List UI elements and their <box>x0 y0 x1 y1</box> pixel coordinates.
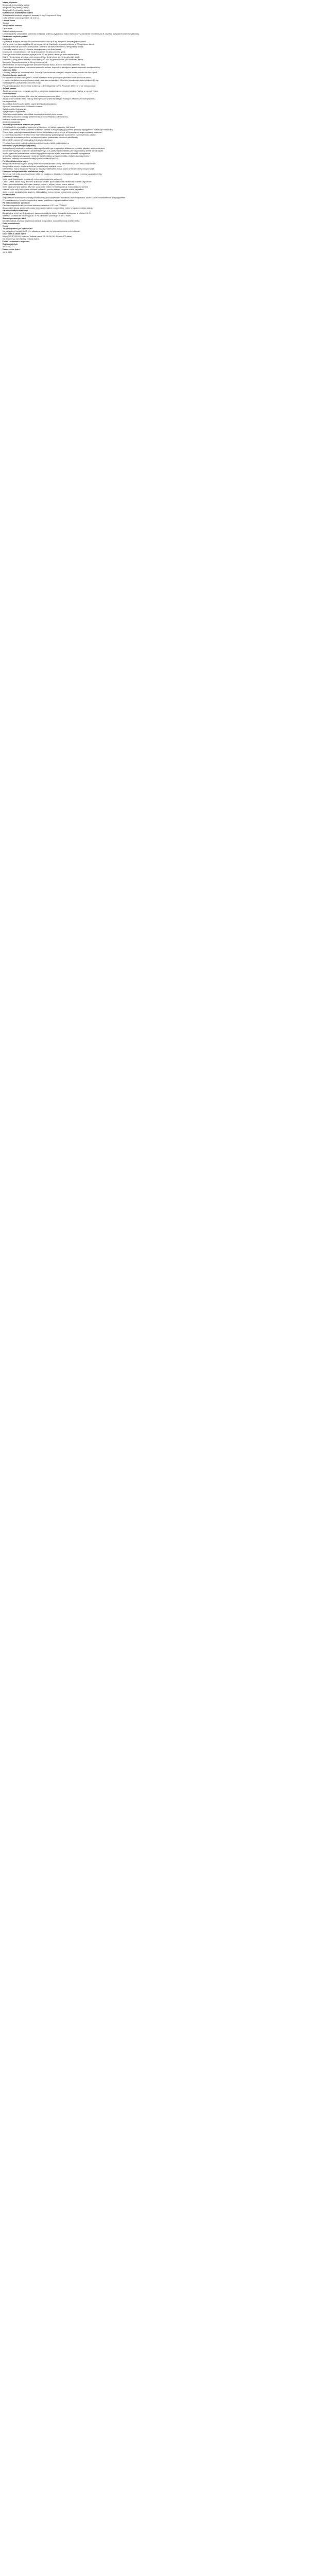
text-line: Farmakoterapeutická skupina: beta-blokátory, selektivní. ATC kód: C07AB07. <box>3 204 67 207</box>
text-line: Velmi vzácné: konjunktivitida, alopecie; betablokátory mohou vyvolat nebo zhoršit psoriázu. <box>3 191 79 194</box>
text-line: Vzácné: noční můry, halucinace, snížená tvorba slz, poruchy sluchu, alergická rinitida, hepatitida. <box>3 189 84 191</box>
text-line: Porucha funkce ledvin nebo jater: U mírné až středně těžké poruchy obvykle není nutné upravovat dávku. <box>3 77 92 79</box>
text-line: AV blokáda druhého nebo třetího stupně (bez kardiostimulátoru). <box>3 103 57 105</box>
text-line: Bisoprolol se téměř úplně absorbuje z gastrointestinálního traktu. Biologická dostupnost je přibližně 90 %. <box>3 212 91 214</box>
text-line: Následně 7,5 mg jednou denně po dobu čtyř týdnů a 10 mg jednou denně jako udržovací dávka. <box>3 59 84 61</box>
text-line: Bisoprolol se nemá v těhotenství užívat, pokud to není nezbytně nutné. <box>3 165 62 167</box>
section-heading: Seznam pomocných látek <box>3 217 26 219</box>
text-line: Kombinace vyžadující opatrnost: antiarytmika třídy I a III, parasympatomimetika, jiné betablokátory včetně očních kapek. <box>3 149 104 152</box>
section-heading: Název přípravku <box>3 2 18 4</box>
section-heading: Způsob podání <box>3 87 16 90</box>
text-line: Nejčastějšími očekávanými příznaky předávkování jsou bradykardie, hypotenze, bronchospasmus, akutní srdeční nedostatečnost a hypoglykemie. <box>3 196 126 199</box>
section-heading: Datum revize textu <box>3 248 20 251</box>
text-line: Bisoprolol 10 mg tablety, tablety <box>3 4 29 7</box>
text-line: Dále 3,75 mg jednou denně po dobu jednoho týdne, 5 mg jednou denně po dobu čtyř týdnů. <box>3 56 80 58</box>
text-line: Vazba na plazmatické bílkoviny je asi 30 %. Eliminační poločas je 10 až 12 hodin. <box>3 214 72 217</box>
text-line: Syndrom nemocného sinu, sinoatriální blokáda. <box>3 105 43 108</box>
text-line: Hypertenze a angina pectoris: Doporučená úvodní dávka je 5 mg bisoprololi fumaras jednou denně. <box>3 40 87 43</box>
text-line: Během léčby mohou být maskovány příznaky tyreotoxikózy. <box>3 139 53 142</box>
section-heading: Ukončení léčby <box>3 69 17 72</box>
text-line: Neléčený feochromocytom. <box>3 118 26 121</box>
section-heading: Doba použitelnosti <box>3 222 20 225</box>
text-line: Pokud dojde během titrace ke zhoršení srdečního selhání, doporučuje se nejprve upravit dávkování současné léčby. <box>3 66 100 69</box>
text-line: Není známo, zda se bisoprolol vylučuje do lidského mateřského mléka. Kojení se během léčby nedoporučuje. <box>3 168 95 170</box>
text-line: Na trhu nemusí být všechny velikosti balení. <box>3 238 40 241</box>
text-line: Mikrokrystalická celulosa, magnesium-stearát, krospovidon, koloidní bezvodý oxid křemičitý. <box>3 219 80 222</box>
text-line: Maximální doporučená dávka je 10 mg jednou denně. <box>3 61 48 64</box>
text-line: Přísná dieta, probíhající desenzibilizační léčba, AV blokáda prvního stupně a Prinzmetalova angina vyžadují opatrnost. <box>3 131 102 134</box>
text-line: Tableta. <box>3 22 9 25</box>
section-heading: Registrační číslo <box>3 243 18 246</box>
text-line: Při předávkování je třeba léčbu přerušit a zahájit podpůrnou a symptomatickou léčbu. <box>3 199 75 201</box>
text-line: Hypertenze. <box>3 27 13 30</box>
text-line: Anestetika, digitalisové glykosidy, nesteroidní antiflogistika, sympatomimetika, tricyklická antidepresiva. <box>3 155 89 157</box>
text-line: Časté: závrať, bolest hlavy, zhoršení srdečního selhání, pocit chladu nebo necitlivosti končetin, hypotenze. <box>3 181 92 183</box>
section-heading: Zvláštní upozornění a opatření pro použití <box>3 124 41 126</box>
section-heading: Dávkování <box>3 38 12 40</box>
section-heading: Farmakokinetické vlastnosti <box>3 209 28 212</box>
text-line: Úplný seznam pomocných látek viz bod 6.1. <box>3 17 40 20</box>
text-line: U pacientů s psoriázou v anamnéze se mají betablokátory podávat pouze po pečlivém zvážení přínosu a rizika. <box>3 134 96 137</box>
section-heading: Terapeutické indikace <box>3 25 23 27</box>
text-line: Meflochin, inhibitory monoaminooxidázy (kromě inhibitorů MAO-B). <box>3 157 59 160</box>
section-heading: Fertilita, těhotenství a kojení <box>3 160 28 162</box>
text-line: Bisoprolol je vysoce selektivní blokátor beta1-adrenergních receptorů bez vnitřní sympatomimetické aktivity. <box>3 207 93 209</box>
text-line: Symptomatická hypotenze. <box>3 110 26 113</box>
text-line: Jedna tableta obsahuje bisoprololi fumaras 10 mg, 5 mg nebo 2,5 mg. <box>3 14 62 17</box>
text-line: Stabilní angina pectoris. <box>3 30 23 32</box>
section-heading: Farmakodynamické vlastnosti <box>3 201 30 204</box>
text-line: Bisoprolol má farmakologické účinky, které mohou mít škodlivé účinky na těhotenství a plod nebo novorozence. <box>3 162 96 165</box>
text-line: Blistr (PVC/PVDC/Al), krabička. Velikost balení: 28, 30, 50, 60, 90 nebo 100 tablet. <box>3 235 72 238</box>
text-line: Nedoporučené kombinace: blokátory kalciových kanálů typu verapamilu a diltiazemu, centrálně působící antihypertenziva. <box>3 147 105 149</box>
text-line: Zvláštní opatrnosti je třeba u pacientů s diabetes mellitus s velkými výkyvy glykemie; příznaky hypoglykemie mohou být maskovány. <box>3 129 113 131</box>
section-heading: Zvláštní skupiny pacientů <box>3 74 26 77</box>
text-line: U pacientů s feochromocytomem se bisoprolol nesmí podávat bez předchozí alfa-blokády. <box>3 137 78 139</box>
text-line: Tablety se užívají ráno, nezávisle na jídle, a zapíjejí se dostatečným množstvím tekutiny. Tablety se nemají žvýkat. <box>3 90 99 92</box>
text-line: Akutní srdeční selhání nebo epizody dekompenzace srdečního selhání vyžadující intravenózní inotropní léčbu. <box>3 97 96 100</box>
text-line: Bisoprolol 5 mg tablety, tablety <box>3 7 28 9</box>
text-line: Inzulin a perorální antidiabetika: zesílení hypoglykemizujícího účinku, maskování příznaků hypoglykemie. <box>3 152 91 155</box>
section-heading: Kvalitativní a kvantitativní složení <box>3 12 33 14</box>
text-line: Schopnost řídit nebo obsluhovat stroje může být zhoršena v důsledku individuálních reakcí, zejména na začátku léčby. <box>3 173 102 176</box>
section-heading: Dávkování a způsob podání <box>3 35 28 38</box>
text-line: Velmi časté: bradykardie (u pacientů s chronickým srdečním selháním). <box>3 178 63 181</box>
text-line: Léčba stabilního chronického srdečního selhání se sníženou systolickou funkcí levé komory v kombinaci s inhibitory ACE, diuretiky a případně srdečními glykosidy. <box>3 32 140 35</box>
text-line: 58/123/10-C <box>3 246 13 248</box>
text-line: Dávka by měla být stanovena individuálně s ohledem na srdeční frekvenci a terapeutický účinek. <box>3 45 84 48</box>
section-heading: Účinky na schopnost řídit a obsluhovat stroje <box>3 171 44 173</box>
section-heading: Předávkování <box>3 194 15 196</box>
section-heading: Druh obalu a obsah balení <box>3 233 27 235</box>
text-line: Méně časté: poruchy spánku, deprese, poruchy AV vedení, bronchospasmus, svalová slabost a křeče. <box>3 186 89 189</box>
section-heading: Nežádoucí účinky <box>3 176 19 178</box>
text-line: U pacientů s těžkou poruchou funkce ledvin (clearance kreatininu < 20 ml/min) nemá denní dávka překročit 10 mg. <box>3 79 99 82</box>
text-line: Starší pacienti: Úprava dávkování není nutná. <box>3 82 41 84</box>
text-line: Je-li to nutné, lze dávku zvýšit na 10 mg jednou denně. Maximální doporučená dávka je 20 mg jednou denně. <box>3 43 95 45</box>
text-line: Hypersenzitivita na léčivou látku nebo na kteroukoli pomocnou látku. <box>3 95 60 97</box>
section-heading: Zvláštní opatření pro uchovávání <box>3 228 32 230</box>
text-line: Těžké formy okluzivní choroby periferních tepen nebo Raynaudova syndromu. <box>3 116 68 118</box>
text-line: Pediatrická populace: Bezpečnost a účinnost u dětí nebyla stanovena. Podávání dětem se proto nedoporučuje. <box>3 84 96 87</box>
text-line: Kardiogenní šok. <box>3 100 17 103</box>
text-line: Během titrace se doporučuje pečlivé sledování vitálních funkcí, srdeční frekvence a krevního tlaku. <box>3 64 85 66</box>
text-line: Uchovávejte při teplotě do 25 °C v původním obalu, aby byl přípravek chráněn před vlhkostí. <box>3 230 80 233</box>
text-line: Pokud je dávka dobře snášena, zvyšuje se na 2,5 mg jednou denně po dobu dalšího týdne. <box>3 53 80 56</box>
document-body <box>0 0 309 256</box>
text-line: Při celkové anestezii musí být anesteziolog informován o léčbě betablokátorem. <box>3 142 70 144</box>
text-line: Léčba by neměla být ukončena náhle. Dávku je nutné snižovat postupně, obvykle během jednoho až dvou týdnů. <box>3 72 98 74</box>
text-line: Časté: gastrointestinální potíže jako nauzea, zvracení, průjem, zácpa; únava, astenie. <box>3 183 75 186</box>
text-line: 10. 5. 2023 <box>3 251 12 253</box>
section-heading: Kontraindikace <box>3 92 16 95</box>
text-line: Léčba stabilního chronického srdečního selhání musí být zahájena zvláštní fází titrace. <box>3 126 76 129</box>
section-heading: Držitel rozhodnutí o registraci <box>3 241 30 243</box>
text-line: Chronické srdeční selhání: Léčba se zahajuje postupnou titrací dávky. <box>3 48 62 50</box>
text-line: Těžké bronchiální astma nebo těžká chronická obstrukční plicní nemoc. <box>3 113 63 116</box>
section-heading: Léková forma <box>3 20 15 22</box>
text-line: Doporučuje se začít dávkou 1,25 mg jednou denně po dobu jednoho týdne. <box>3 50 66 53</box>
text-line: Symptomatická bradykardie. <box>3 108 27 110</box>
text-line: Bisoprolol 2,5 mg tablety, tablety <box>3 9 30 12</box>
text-line: 3 roky. <box>3 225 8 228</box>
text-line: Metabolická acidóza. <box>3 121 21 124</box>
section-heading: Interakce s jinými léčivými přípravky <box>3 144 36 147</box>
